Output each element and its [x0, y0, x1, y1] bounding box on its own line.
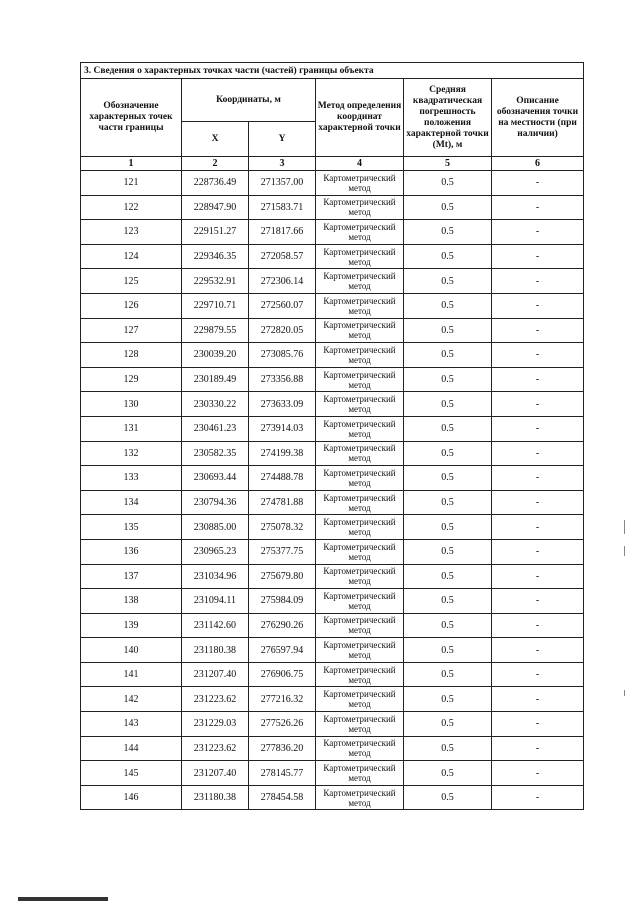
- x-coordinate-cell: 231180.38: [182, 638, 249, 663]
- x-coordinate-cell: 230794.36: [182, 490, 249, 515]
- column-numbers-row: [81, 157, 584, 171]
- point-number-cell: 140: [81, 638, 182, 663]
- point-number-cell: 137: [81, 564, 182, 589]
- header-method: Метод определения координат характерной точки: [316, 79, 404, 157]
- header-error: Средняя квадратическая погрешность положения характерной точки (Mt), м: [404, 79, 492, 157]
- error-cell: 0.5: [404, 466, 492, 491]
- boundary-points-table: [80, 62, 584, 810]
- table-row: [81, 662, 584, 687]
- method-cell: Картометрический метод: [316, 318, 404, 343]
- y-coordinate-cell: 277216.32: [249, 687, 316, 712]
- point-number-cell: 128: [81, 343, 182, 368]
- error-cell: 0.5: [404, 736, 492, 761]
- method-cell: Картометрический метод: [316, 171, 404, 196]
- description-cell: -: [492, 244, 584, 269]
- column-number: 3: [249, 157, 316, 171]
- description-cell: -: [492, 343, 584, 368]
- scan-edge-mark: [624, 520, 625, 534]
- description-cell: -: [492, 367, 584, 392]
- y-coordinate-cell: 277836.20: [249, 736, 316, 761]
- method-cell: Картометрический метод: [316, 564, 404, 589]
- error-cell: 0.5: [404, 416, 492, 441]
- table-row: [81, 712, 584, 737]
- y-coordinate-cell: 277526.26: [249, 712, 316, 737]
- column-number: 2: [182, 157, 249, 171]
- point-number-cell: 127: [81, 318, 182, 343]
- table-row: [81, 761, 584, 786]
- point-number-cell: 133: [81, 466, 182, 491]
- x-coordinate-cell: 229532.91: [182, 269, 249, 294]
- error-cell: 0.5: [404, 343, 492, 368]
- y-coordinate-cell: 271583.71: [249, 195, 316, 220]
- y-coordinate-cell: 276290.26: [249, 613, 316, 638]
- description-cell: -: [492, 613, 584, 638]
- y-coordinate-cell: 271817.66: [249, 220, 316, 245]
- table-row: [81, 195, 584, 220]
- y-coordinate-cell: 273633.09: [249, 392, 316, 417]
- scan-edge-mark: [624, 690, 625, 696]
- table-row: [81, 220, 584, 245]
- method-cell: Картометрический метод: [316, 392, 404, 417]
- y-coordinate-cell: 273914.03: [249, 416, 316, 441]
- point-number-cell: 138: [81, 589, 182, 614]
- description-cell: -: [492, 638, 584, 663]
- table-row: [81, 171, 584, 196]
- y-coordinate-cell: 272560.07: [249, 293, 316, 318]
- error-cell: 0.5: [404, 589, 492, 614]
- x-coordinate-cell: 231180.38: [182, 785, 249, 810]
- header-coordinates: Координаты, м: [182, 79, 316, 122]
- description-cell: -: [492, 662, 584, 687]
- point-number-cell: 142: [81, 687, 182, 712]
- error-cell: 0.5: [404, 293, 492, 318]
- section-title-row: [81, 63, 584, 79]
- error-cell: 0.5: [404, 662, 492, 687]
- y-coordinate-cell: 275377.75: [249, 539, 316, 564]
- x-coordinate-cell: 230330.22: [182, 392, 249, 417]
- point-number-cell: 126: [81, 293, 182, 318]
- method-cell: Картометрический метод: [316, 539, 404, 564]
- method-cell: Картометрический метод: [316, 712, 404, 737]
- method-cell: Картометрический метод: [316, 244, 404, 269]
- error-cell: 0.5: [404, 318, 492, 343]
- x-coordinate-cell: 231229.03: [182, 712, 249, 737]
- x-coordinate-cell: 230965.23: [182, 539, 249, 564]
- method-cell: Картометрический метод: [316, 416, 404, 441]
- y-coordinate-cell: 274488.78: [249, 466, 316, 491]
- description-cell: -: [492, 564, 584, 589]
- table-row: [81, 613, 584, 638]
- description-cell: -: [492, 490, 584, 515]
- table-row: [81, 490, 584, 515]
- method-cell: Картометрический метод: [316, 441, 404, 466]
- error-cell: 0.5: [404, 638, 492, 663]
- point-number-cell: 145: [81, 761, 182, 786]
- point-number-cell: 132: [81, 441, 182, 466]
- description-cell: -: [492, 736, 584, 761]
- table-row: [81, 367, 584, 392]
- method-cell: Картометрический метод: [316, 761, 404, 786]
- error-cell: 0.5: [404, 613, 492, 638]
- point-number-cell: 146: [81, 785, 182, 810]
- y-coordinate-cell: 273085.76: [249, 343, 316, 368]
- y-coordinate-cell: 275679.80: [249, 564, 316, 589]
- method-cell: Картометрический метод: [316, 220, 404, 245]
- method-cell: Картометрический метод: [316, 736, 404, 761]
- method-cell: Картометрический метод: [316, 785, 404, 810]
- y-coordinate-cell: 276906.75: [249, 662, 316, 687]
- column-number: 1: [81, 157, 182, 171]
- x-coordinate-cell: 231142.60: [182, 613, 249, 638]
- header-point-designation: Обозначение характерных точек части границы: [81, 79, 182, 157]
- error-cell: 0.5: [404, 392, 492, 417]
- x-coordinate-cell: 231223.62: [182, 687, 249, 712]
- table-row: [81, 638, 584, 663]
- y-coordinate-cell: 271357.00: [249, 171, 316, 196]
- table-row: [81, 343, 584, 368]
- x-coordinate-cell: 230039.20: [182, 343, 249, 368]
- table-row: [81, 293, 584, 318]
- x-coordinate-cell: 231094.11: [182, 589, 249, 614]
- description-cell: -: [492, 318, 584, 343]
- x-coordinate-cell: 230461.23: [182, 416, 249, 441]
- x-coordinate-cell: 228736.49: [182, 171, 249, 196]
- table-row: [81, 318, 584, 343]
- table-row: [81, 441, 584, 466]
- point-number-cell: 135: [81, 515, 182, 540]
- section-title: 3. Сведения о характерных точках части (частей) границы объекта: [81, 63, 584, 79]
- method-cell: Картометрический метод: [316, 638, 404, 663]
- error-cell: 0.5: [404, 539, 492, 564]
- error-cell: 0.5: [404, 515, 492, 540]
- header-y: Y: [249, 122, 316, 157]
- x-coordinate-cell: 230189.49: [182, 367, 249, 392]
- scan-edge-mark: [624, 546, 625, 556]
- table-row: [81, 736, 584, 761]
- column-number: 5: [404, 157, 492, 171]
- column-number: 4: [316, 157, 404, 171]
- table-row: [81, 244, 584, 269]
- y-coordinate-cell: 278145.77: [249, 761, 316, 786]
- point-number-cell: 129: [81, 367, 182, 392]
- point-number-cell: 143: [81, 712, 182, 737]
- error-cell: 0.5: [404, 441, 492, 466]
- y-coordinate-cell: 275984.09: [249, 589, 316, 614]
- x-coordinate-cell: 230582.35: [182, 441, 249, 466]
- x-coordinate-cell: 231207.40: [182, 662, 249, 687]
- y-coordinate-cell: 275078.32: [249, 515, 316, 540]
- description-cell: -: [492, 539, 584, 564]
- table-row: [81, 392, 584, 417]
- x-coordinate-cell: 230693.44: [182, 466, 249, 491]
- description-cell: -: [492, 269, 584, 294]
- point-number-cell: 124: [81, 244, 182, 269]
- error-cell: 0.5: [404, 712, 492, 737]
- method-cell: Картометрический метод: [316, 466, 404, 491]
- point-number-cell: 125: [81, 269, 182, 294]
- description-cell: -: [492, 589, 584, 614]
- y-coordinate-cell: 278454.58: [249, 785, 316, 810]
- y-coordinate-cell: 272306.14: [249, 269, 316, 294]
- error-cell: 0.5: [404, 490, 492, 515]
- point-number-cell: 131: [81, 416, 182, 441]
- method-cell: Картометрический метод: [316, 367, 404, 392]
- error-cell: 0.5: [404, 171, 492, 196]
- description-cell: -: [492, 515, 584, 540]
- table-row: [81, 785, 584, 810]
- point-number-cell: 141: [81, 662, 182, 687]
- method-cell: Картометрический метод: [316, 269, 404, 294]
- description-cell: -: [492, 761, 584, 786]
- x-coordinate-cell: 230885.00: [182, 515, 249, 540]
- table-row: [81, 539, 584, 564]
- method-cell: Картометрический метод: [316, 515, 404, 540]
- point-number-cell: 130: [81, 392, 182, 417]
- y-coordinate-cell: 276597.94: [249, 638, 316, 663]
- table-row: [81, 269, 584, 294]
- x-coordinate-cell: 229151.27: [182, 220, 249, 245]
- method-cell: Картометрический метод: [316, 490, 404, 515]
- x-coordinate-cell: 228947.90: [182, 195, 249, 220]
- x-coordinate-cell: 229710.71: [182, 293, 249, 318]
- point-number-cell: 139: [81, 613, 182, 638]
- error-cell: 0.5: [404, 564, 492, 589]
- x-coordinate-cell: 229879.55: [182, 318, 249, 343]
- y-coordinate-cell: 272820.05: [249, 318, 316, 343]
- y-coordinate-cell: 274781.88: [249, 490, 316, 515]
- description-cell: -: [492, 687, 584, 712]
- y-coordinate-cell: 272058.57: [249, 244, 316, 269]
- method-cell: Картометрический метод: [316, 195, 404, 220]
- table-row: [81, 687, 584, 712]
- error-cell: 0.5: [404, 367, 492, 392]
- point-number-cell: 121: [81, 171, 182, 196]
- point-number-cell: 123: [81, 220, 182, 245]
- error-cell: 0.5: [404, 195, 492, 220]
- column-number: 6: [492, 157, 584, 171]
- error-cell: 0.5: [404, 761, 492, 786]
- table-row: [81, 466, 584, 491]
- table-row: [81, 416, 584, 441]
- method-cell: Картометрический метод: [316, 687, 404, 712]
- description-cell: -: [492, 466, 584, 491]
- point-number-cell: 134: [81, 490, 182, 515]
- error-cell: 0.5: [404, 687, 492, 712]
- method-cell: Картометрический метод: [316, 662, 404, 687]
- description-cell: -: [492, 785, 584, 810]
- description-cell: -: [492, 712, 584, 737]
- method-cell: Картометрический метод: [316, 343, 404, 368]
- y-coordinate-cell: 274199.38: [249, 441, 316, 466]
- description-cell: -: [492, 171, 584, 196]
- description-cell: -: [492, 416, 584, 441]
- header-description: Описание обозначения точки на местности (при наличии): [492, 79, 584, 157]
- error-cell: 0.5: [404, 220, 492, 245]
- x-coordinate-cell: 231207.40: [182, 761, 249, 786]
- method-cell: Картометрический метод: [316, 293, 404, 318]
- method-cell: Картометрический метод: [316, 589, 404, 614]
- x-coordinate-cell: 231034.96: [182, 564, 249, 589]
- point-number-cell: 122: [81, 195, 182, 220]
- header-x: X: [182, 122, 249, 157]
- error-cell: 0.5: [404, 244, 492, 269]
- method-cell: Картометрический метод: [316, 613, 404, 638]
- table-row: [81, 515, 584, 540]
- description-cell: -: [492, 220, 584, 245]
- description-cell: -: [492, 195, 584, 220]
- y-coordinate-cell: 273356.88: [249, 367, 316, 392]
- description-cell: -: [492, 392, 584, 417]
- x-coordinate-cell: 231223.62: [182, 736, 249, 761]
- point-number-cell: 136: [81, 539, 182, 564]
- point-number-cell: 144: [81, 736, 182, 761]
- table-row: [81, 564, 584, 589]
- x-coordinate-cell: 229346.35: [182, 244, 249, 269]
- description-cell: -: [492, 441, 584, 466]
- error-cell: 0.5: [404, 269, 492, 294]
- description-cell: -: [492, 293, 584, 318]
- table-row: [81, 589, 584, 614]
- error-cell: 0.5: [404, 785, 492, 810]
- footer-bar: [18, 897, 108, 901]
